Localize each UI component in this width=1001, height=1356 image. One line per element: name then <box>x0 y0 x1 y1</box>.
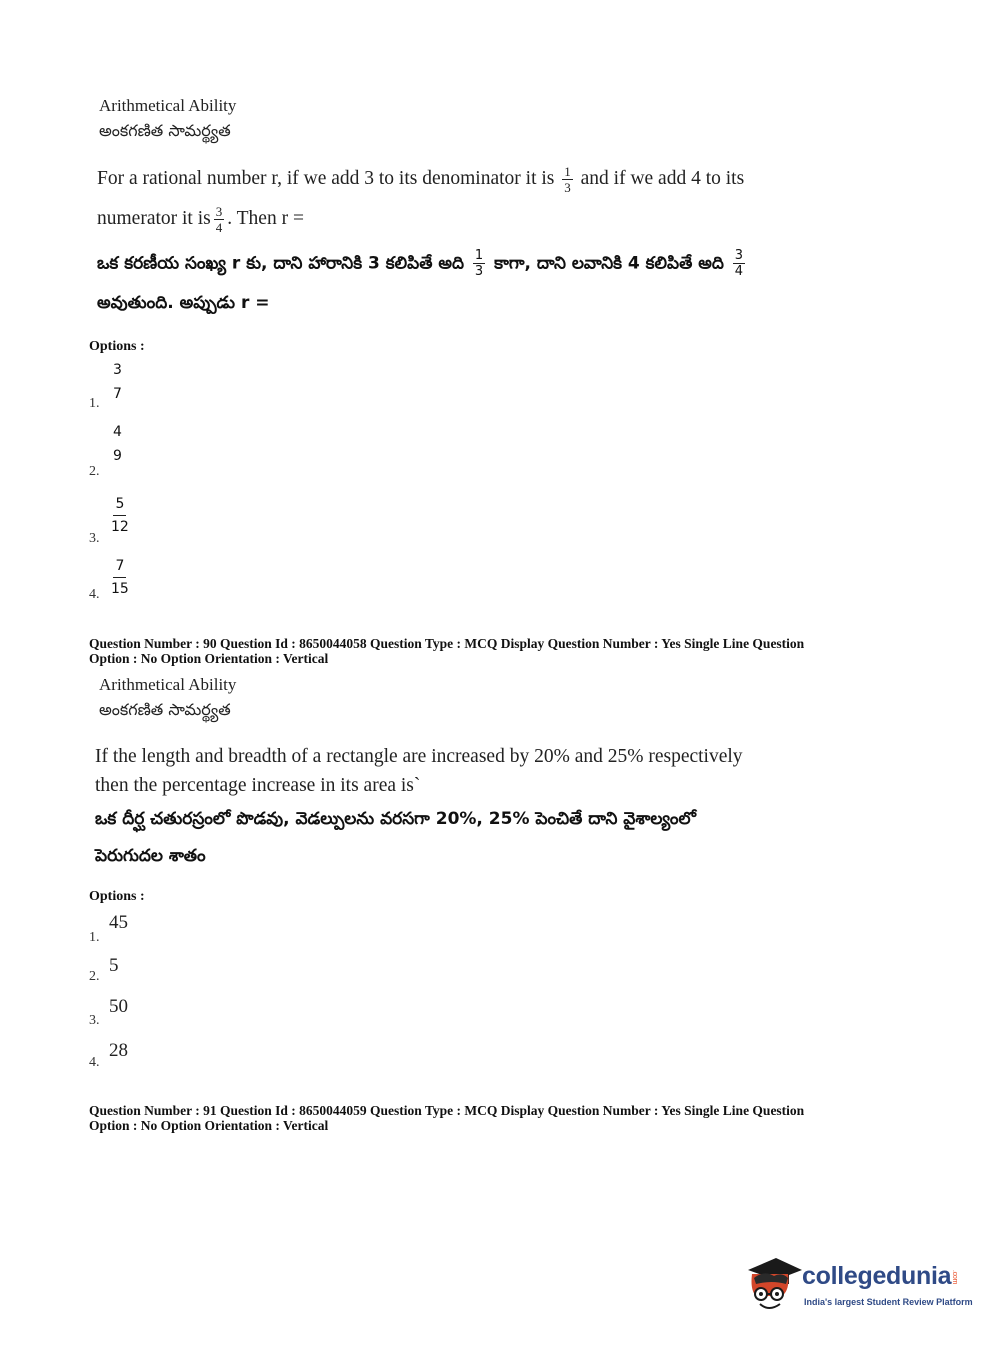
question-text-line2: numerator it is $\frac{3}{4}$ . Then r = <box>97 204 304 235</box>
option-fraction: $\frac{5}{12}$ <box>111 496 129 535</box>
option-fraction: 3 7 <box>113 362 122 402</box>
section-title: Arithmetical Ability <box>99 675 237 694</box>
option-fraction: 4 9 <box>113 424 122 464</box>
options-label: Options : <box>89 339 145 354</box>
question-meta: Question Number : 91 Question Id : 8650044059 Question Type : MCQ Display Question Number : Yes Single Line Question Option : No Option Orientation : Vertical <box>89 1103 805 1133</box>
logo-wordmark: collegedunia.com <box>802 1262 959 1290</box>
question-text-telugu-line2: అవుతుంది. అప్పుడు r = <box>97 293 270 313</box>
logo-tagline: India's largest Student Review Platform <box>804 1297 973 1307</box>
question-meta: Question Number : 90 Question Id : 8650044058 Question Type : MCQ Display Question Number : Yes Single Line Question Option : No Option Orientation : Vertical <box>89 636 805 666</box>
collegedunia-logo <box>742 1250 972 1316</box>
option-fraction: $\frac{7}{15}$ <box>111 558 129 597</box>
question-text-line2: then the percentage increase in its area is` <box>95 775 421 796</box>
fraction: $\frac{1}{3}$ <box>564 164 571 195</box>
question-text-line1: For a rational number r, if we add 3 to its denominator it is $\frac{1}{3}$ and if we add 4 to its <box>97 164 745 195</box>
fraction: $\frac{3}{4}$ <box>215 204 223 235</box>
section-title: Arithmetical Ability <box>99 96 237 115</box>
options-label: Options : <box>89 889 145 904</box>
question-text-telugu-line2: పెరుగుదల శాతం <box>95 846 206 866</box>
question-text-line1: If the length and breadth of a rectangle are increased by 20% and 25% respectively <box>95 746 743 767</box>
section-title-telugu: అంకగణిత సామర్థ్యత <box>99 700 231 719</box>
question-text-telugu-line1: ఒక దీర్ఘ చతురస్రంలో పొడవు, వెడల్పులను వరసగా 20%, 25% పెంచితే దాని వైశాల్యంలో <box>95 809 696 829</box>
mascot-icon <box>742 1250 804 1316</box>
section-title-telugu: అంకగణిత సామర్థ్యత <box>99 121 231 140</box>
question-text-telugu-line1: ఒక కరణీయ సంఖ్య r కు, దాని హారానికి 3 కలిపితే అది $\frac{1}{3}$ కాగా, దాని లవానికి 4 కలిపితే అది $\frac{3}{4}$ <box>97 248 744 279</box>
